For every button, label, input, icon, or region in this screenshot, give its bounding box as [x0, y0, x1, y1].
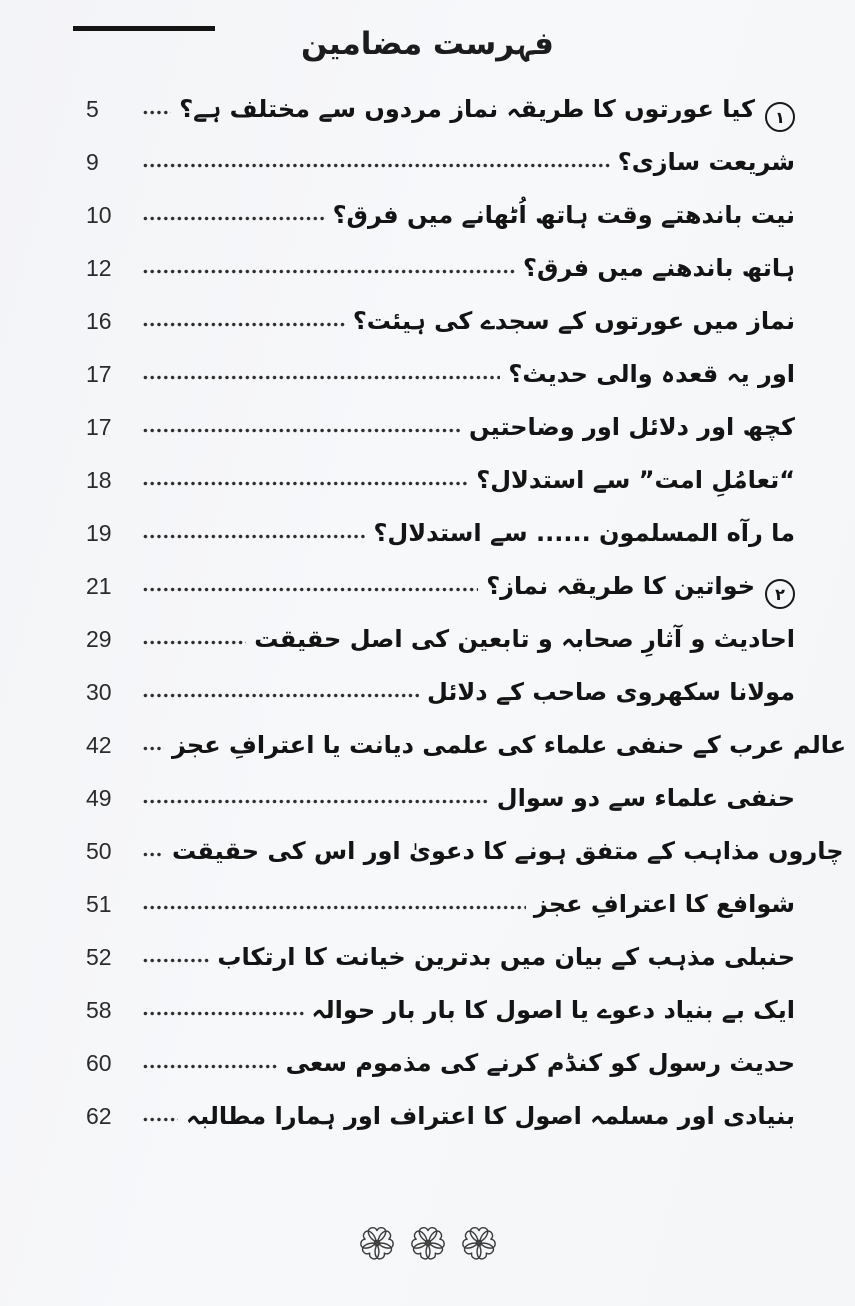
entry-title-text: شوافع کا اعترافِ عجز [533, 889, 795, 918]
page-number: 29 [86, 625, 112, 652]
entry-title [312, 984, 795, 1037]
toc-entry [86, 931, 795, 984]
dot-leader [142, 1009, 304, 1018]
dot-leader [142, 373, 500, 382]
toc-entry [86, 83, 795, 136]
page-number: 17 [86, 413, 112, 440]
dot-leader [142, 320, 345, 329]
toc-entry [86, 348, 795, 401]
footer-ornament-row [0, 1220, 855, 1266]
entry-title-text: شریعت سازی؟ [617, 147, 795, 176]
entry-title [476, 454, 795, 507]
entry-title-text: ہاتھ باندھنے میں فرق؟ [523, 253, 795, 282]
page-number: 9 [86, 148, 99, 175]
entry-title-text: خواتین کا طریقہ نماز؟ [486, 571, 755, 600]
page-number: 42 [86, 731, 112, 758]
entry-title [179, 83, 795, 136]
entry-title-text: احادیث و آثارِ صحابہ و تابعین کی اصل حقیقت [254, 624, 795, 653]
entry-title [469, 401, 795, 454]
toc-entry [86, 295, 795, 348]
flower-icon [456, 1220, 502, 1266]
section-number-badge: ۱ [765, 102, 795, 132]
toc-entry [86, 878, 795, 931]
entry-title-text: کچھ اور دلائل اور وضاحتیں [469, 412, 795, 441]
page-number: 52 [86, 943, 112, 970]
entry-title [523, 242, 795, 295]
entry-title-text: نماز میں عورتوں کے سجدے کی ہیئت؟ [352, 306, 795, 335]
toc-entry [86, 984, 795, 1037]
page-number: 16 [86, 307, 112, 334]
toc-entry [86, 1037, 795, 1090]
entry-title [618, 136, 795, 189]
page-number: 62 [86, 1102, 112, 1129]
page-number: 60 [86, 1049, 112, 1076]
entry-title-text: بنیادی اور مسلمہ اصول کا اعتراف اور ہمارا مطالبہ [186, 1101, 795, 1130]
entry-title-text: کیا عورتوں کا طریقہ نماز مردوں سے مختلف ہے؟ [179, 94, 755, 123]
toc-entry [86, 613, 795, 666]
page-number: 18 [86, 466, 112, 493]
entry-title [254, 613, 795, 666]
dot-leader [142, 638, 246, 647]
entry-title [172, 825, 844, 878]
dot-leader [142, 267, 515, 276]
entry-title [286, 1037, 795, 1090]
entry-title [497, 772, 795, 825]
entry-title [427, 666, 795, 719]
page-number: 49 [86, 784, 112, 811]
toc-entry [86, 666, 795, 719]
entry-title [534, 878, 795, 931]
page-number: 19 [86, 519, 112, 546]
entry-title [186, 1090, 795, 1143]
toc-entry [86, 772, 795, 825]
toc-entry [86, 189, 795, 242]
dot-leader [142, 1115, 178, 1124]
entry-title-text: حدیث رسول کو کنڈم کرنے کی مذموم سعی [285, 1048, 795, 1077]
dot-leader [142, 532, 366, 541]
entry-title [333, 189, 795, 242]
toc-entry [86, 1090, 795, 1143]
page-number: 5 [86, 95, 99, 122]
dot-leader [142, 797, 489, 806]
entry-title [353, 295, 795, 348]
dot-leader [142, 744, 164, 753]
page-number: 50 [86, 837, 112, 864]
page-number: 58 [86, 996, 112, 1023]
entry-title [508, 348, 795, 401]
entry-title-text: اور یہ قعدہ والی حدیث؟ [508, 359, 795, 388]
entry-title [486, 560, 795, 613]
toc-entry [86, 825, 844, 878]
toc-entry [86, 401, 795, 454]
dot-leader [142, 214, 325, 223]
dot-leader [142, 479, 468, 488]
toc-list [0, 83, 855, 1143]
section-number-badge: ۲ [765, 579, 795, 609]
page-title: فہرست مضامین [301, 26, 554, 62]
flower-icon [354, 1220, 400, 1266]
entry-title-text: ما رآه المسلمون ...... سے استدلال؟ [373, 518, 795, 547]
dot-leader [142, 903, 526, 912]
dot-leader [142, 585, 478, 594]
dot-leader [142, 426, 461, 435]
entry-title-text: ایک بے بنیاد دعوے یا اصول کا بار بار حوالہ [311, 995, 795, 1024]
entry-title [374, 507, 796, 560]
dot-leader [142, 956, 209, 965]
entry-title [217, 931, 795, 984]
dot-leader [142, 691, 419, 700]
page-number: 51 [86, 890, 112, 917]
entry-title-text: حنفی علماء سے دو سوال [496, 783, 795, 812]
entry-title-text: حنبلی مذہب کے بیان میں بدترین خیانت کا ارتکاب [217, 942, 795, 971]
dot-leader [142, 850, 164, 859]
dot-leader [142, 161, 610, 170]
toc-entry [86, 507, 795, 560]
entry-title-text: “تعامُلِ امت” سے استدلال؟ [476, 465, 795, 494]
entry-title-text: نیت باندھتے وقت ہاتھ اُٹھانے میں فرق؟ [332, 200, 795, 229]
page-number: 21 [86, 572, 112, 599]
entry-title [172, 719, 846, 772]
toc-entry [86, 719, 847, 772]
entry-title-text: عالم عرب کے حنفی علماء کی علمی دیانت یا اعترافِ عجز [172, 730, 847, 759]
toc-entry [86, 560, 795, 613]
page-number: 30 [86, 678, 112, 705]
page-number: 12 [86, 254, 112, 281]
page-number: 17 [86, 360, 112, 387]
toc-entry [86, 454, 795, 507]
toc-entry [86, 136, 795, 189]
dot-leader [142, 1062, 278, 1071]
dot-leader [142, 108, 171, 117]
entry-title-text: چاروں مذاہب کے متفق ہونے کا دعویٰ اور اس کی حقیقت [172, 836, 844, 865]
entry-title-text: مولانا سکھروی صاحب کے دلائل [426, 677, 795, 706]
scanned-book-page [0, 26, 855, 1306]
flower-icon [405, 1220, 451, 1266]
scan-artifact-bar [73, 26, 215, 31]
toc-entry [86, 242, 795, 295]
page-number: 10 [86, 201, 112, 228]
